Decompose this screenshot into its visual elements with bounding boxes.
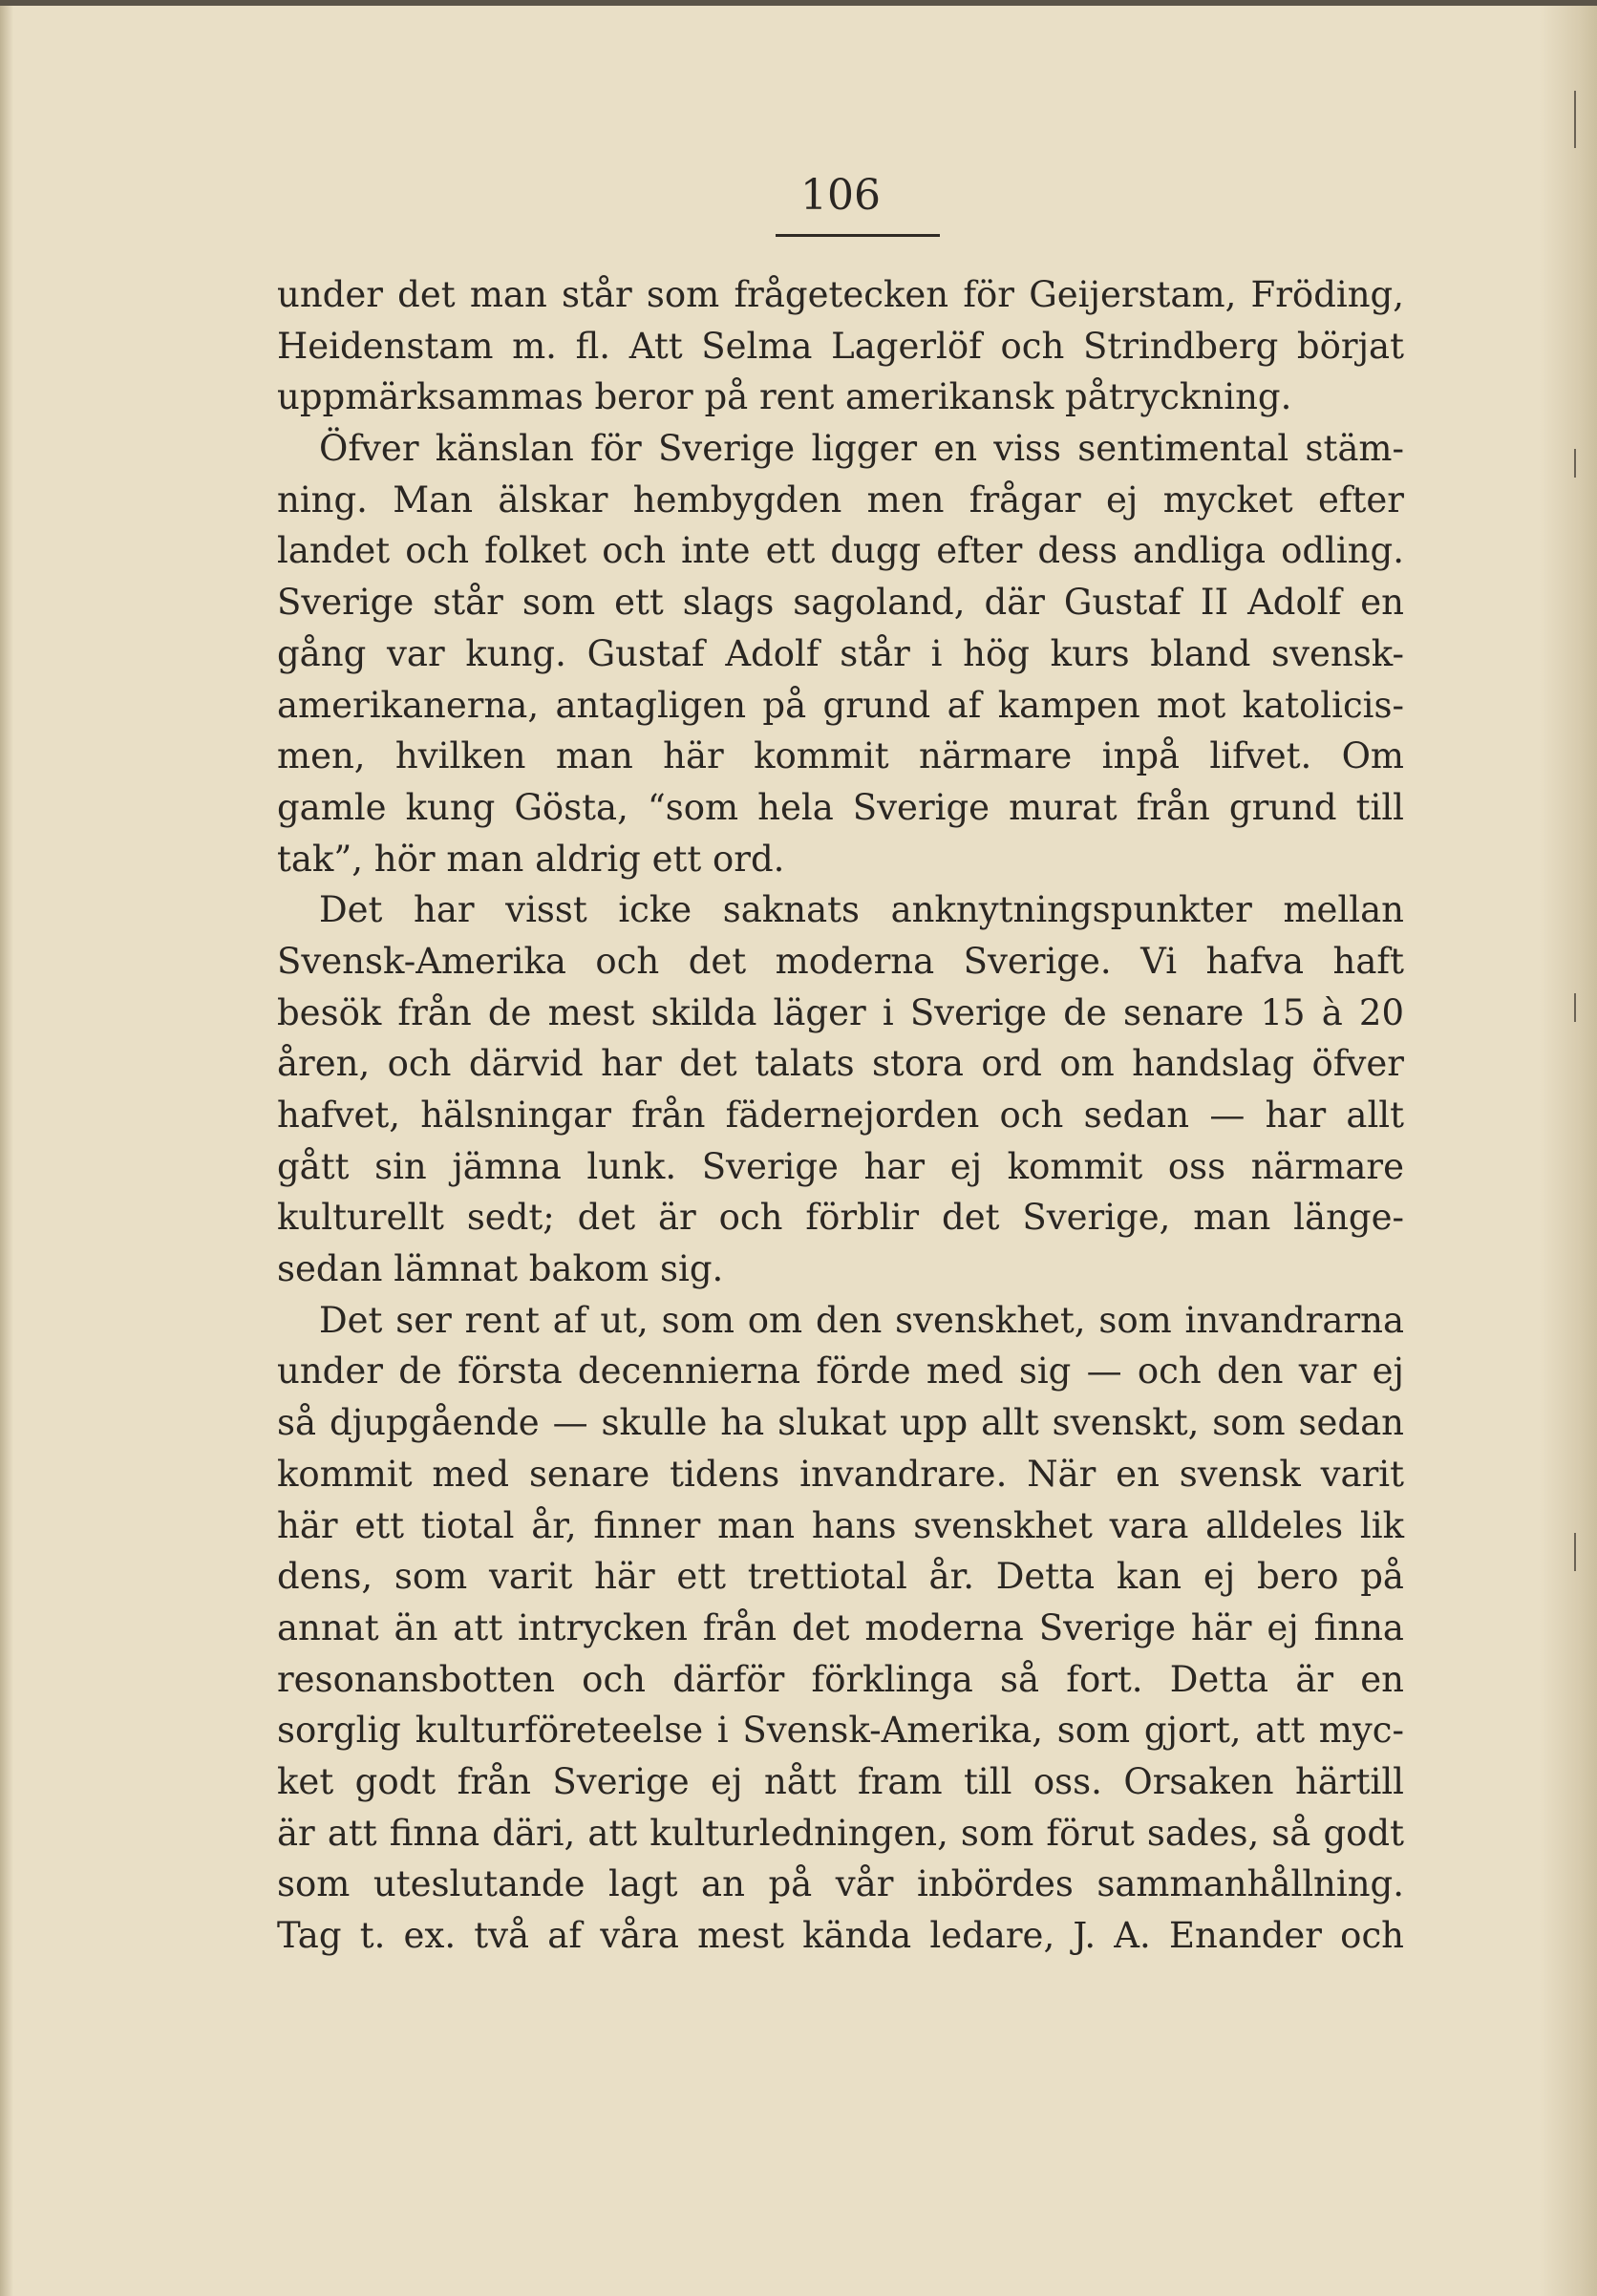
text-line: Det ser rent af ut, som om den svenskhet, som invandrarna	[319, 1299, 1404, 1341]
text-line: gång var kung. Gustaf Adolf står i hög kurs bland svensk-	[277, 632, 1404, 674]
text-line: under de första decennierna förde med sig — och den var ej	[277, 1350, 1404, 1392]
text-line: Öfver känslan för Sverige ligger en viss sentimental stäm-	[319, 428, 1404, 470]
text-line: så djupgående — skulle ha slukat upp allt svenskt, som sedan	[277, 1402, 1404, 1444]
page-right-edge	[1540, 0, 1597, 2296]
text-line: annat än att intrycken från det moderna Sverige här ej finna	[277, 1606, 1404, 1648]
text-line: som uteslutande lagt an på vår inbördes sammanhållning.	[277, 1863, 1404, 1905]
text-line: amerikanerna, antagligen på grund af kampen mot katolicis-	[277, 684, 1404, 726]
text-line: ning. Man älskar hembygden men frågar ej mycket efter	[277, 478, 1404, 521]
text-line: men, hvilken man här kommit närmare inpå lifvet. Om	[277, 735, 1404, 777]
text-line: tak”, hör man aldrig ett ord.	[277, 838, 785, 880]
text-line: under det man står som frågetecken för Geijerstam, Fröding,	[277, 274, 1404, 315]
text-line: kulturellt sedt; det är och förblir det Sverige, man länge-	[277, 1197, 1404, 1239]
text-line: landet och folket och inte ett dugg efter dess andliga odling.	[277, 530, 1404, 572]
page-left-edge	[0, 0, 13, 2296]
text-line: Tag t. ex. två af våra mest kända ledare, J. A. Enander och	[277, 1915, 1404, 1956]
text-line: sorglig kulturföreteelse i Svensk-Amerika, som gjort, att myc-	[277, 1710, 1404, 1752]
text-line: besök från de mest skilda läger i Sverige de senare 15 à 20	[277, 991, 1404, 1033]
text-line: Det har visst icke saknats anknytningspunkter mellan	[319, 889, 1404, 931]
margin-mark	[1574, 91, 1576, 148]
text-line: Svensk-Amerika och det moderna Sverige. Vi hafva haft	[277, 940, 1404, 982]
page-number: 106	[800, 171, 881, 220]
text-line: här ett tiotal år, finner man hans svenskhet vara alldeles lik	[277, 1504, 1404, 1546]
text-line: gamle kung Gösta, “som hela Sverige murat från grund till	[277, 786, 1404, 828]
margin-mark	[1574, 1533, 1576, 1571]
text-line: ket godt från Sverige ej nått fram till oss. Orsaken härtill	[277, 1760, 1404, 1802]
text-line: sedan lämnat bakom sig.	[277, 1248, 724, 1290]
text-line: hafvet, hälsningar från fädernejorden och sedan — har allt	[277, 1095, 1404, 1136]
text-line: gått sin jämna lunk. Sverige har ej kommit oss närmare	[277, 1145, 1404, 1187]
header-rule	[776, 234, 940, 237]
margin-mark	[1574, 993, 1576, 1022]
page-top-edge	[0, 0, 1597, 6]
text-line: kommit med senare tidens invandrare. När en svensk varit	[277, 1453, 1404, 1495]
text-line: Heidenstam m. fl. Att Selma Lagerlöf och Strindberg börjat	[277, 325, 1404, 367]
text-line: dens, som varit här ett trettiotal år. Detta kan ej bero på	[277, 1556, 1404, 1598]
text-line: resonansbotten och därför förklinga så fort. Detta är en	[277, 1658, 1404, 1700]
text-line: uppmärksammas beror på rent amerikansk påtryckning.	[277, 376, 1292, 418]
margin-mark	[1574, 449, 1576, 478]
body-text	[277, 269, 1404, 1962]
text-line: åren, och därvid har det talats stora ord om handslag öfver	[277, 1043, 1404, 1085]
text-line: är att finna däri, att kulturledningen, som förut sades, så godt	[277, 1812, 1404, 1854]
text-line: Sverige står som ett slags sagoland, där Gustaf II Adolf en	[277, 582, 1404, 624]
